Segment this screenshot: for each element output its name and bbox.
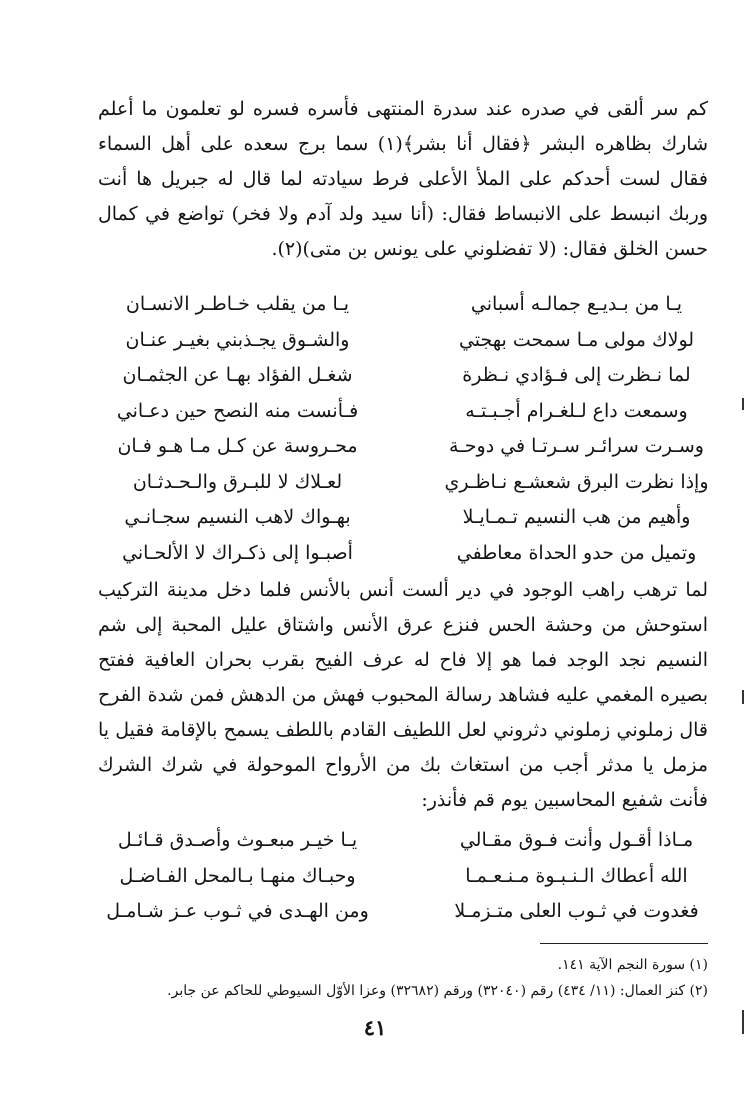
verse-first-hemistich: يـا من بـديـع جمالـه أسباني: [470, 293, 683, 315]
verse-first-hemistich: وإذا نظرت البرق شعشـع نـاظـري: [444, 470, 709, 493]
scan-edge-mark: [742, 690, 744, 704]
verse-second-hemistich: بهـواك لاهب النسيم سجـانـي: [124, 506, 351, 528]
paragraph: لما ترهب راهب الوجود في دير ألست أنس بالأنس فلما دخل مدينة التركيب استوحش من وحشة الحس فنزع عرق الأنس واشتاق عليل المحبة إلى شم النسيم نجد الوجد فما هو إلا فاح له عرف الفيح بقرب بحران العافية ففتح بصيره المغمي عليه فشاهد رسالة المحبوب فهش من الدهش فمن شدة الفرح قال زملوني زملوني دثروني لعل اللطيف القادم باللطف يسمح بالإقامة فقيل يا مزمل يا مدثر أجب من استغاث بك من الأرواح الموحولة في شرك الشرك فأنت شفيع المحاسبين يوم قم فأنذر:: [98, 579, 708, 811]
verse-first-hemistich: وأهيم من هب النسيم تـمـايـلا: [462, 506, 691, 528]
verse-line: [100, 894, 714, 930]
verse-first-hemistich: لولاك مولى مـا سمحت بهجتي: [458, 328, 695, 351]
verse-first-hemistich: وسـرت سرائـر سـرتـا في دوحـة: [449, 435, 704, 457]
verse-second-hemistich: محـروسة عن كـل مـا هـو فـان: [117, 435, 358, 457]
footnotes: [60, 952, 708, 1004]
verse-second-hemistich: أصبـوا إلى ذكـراك لا الألحـاني: [122, 541, 353, 564]
verse-line: [100, 859, 714, 895]
verse-second-hemistich: ومن الهـدى في ثـوب عـز شـامـل: [106, 900, 369, 922]
prose-paragraph-middle: [98, 573, 708, 818]
scan-edge-mark: [742, 398, 744, 410]
verse-line: [100, 287, 714, 323]
verse-second-hemistich: وحبـاك منهـا بـالمحل الفـاضـل: [119, 864, 356, 887]
page-number: ٤١: [363, 1015, 387, 1040]
verse-line: [100, 465, 714, 501]
verse-second-hemistich: يـا من يقلب خـاطـر الانسـان: [125, 293, 350, 315]
verse-line: [100, 500, 714, 536]
verse-first-hemistich: وسمعت داع لـلغـرام أجـبـتـه: [465, 399, 688, 422]
scan-edge-mark: [742, 1010, 744, 1034]
footnote: (١) سورة النجم الآية ١٤١.: [557, 957, 708, 973]
verse-second-hemistich: يـا خيـر مبعـوث وأصـدق قـائـل: [117, 829, 358, 851]
verse-first-hemistich: لما نـظرت إلى فـؤادي نـظرة: [462, 364, 691, 386]
verse-line: [100, 394, 714, 430]
footnote-divider: [540, 943, 708, 944]
verse-second-hemistich: والشـوق يجـذبني بغيـر عنـان: [125, 328, 350, 351]
verse-line: [100, 823, 714, 859]
verse-first-hemistich: وتميل من حدو الحداة معاطفي: [456, 541, 697, 564]
verse-second-hemistich: لعـلاك لا للبـرق والـحـدثـان: [132, 470, 343, 493]
verse-first-hemistich: فغدوت في ثـوب العلى متـزمـلا: [454, 900, 699, 922]
verse-second-hemistich: فـأنست منه النصح حين دعـاني: [116, 399, 359, 422]
footnote: (٢) كنز العمال: (١١/ ٤٣٤) رقم (٣٢٠٤٠) ورقم (٣٢٦٨٢) وعزا الأوّل السيوطي للحاكم عن جابر.: [167, 983, 708, 999]
verse-line: [100, 429, 714, 465]
verse-line: [100, 358, 714, 394]
poem-top: [100, 287, 714, 571]
paragraph: كم سر ألقى في صدره عند سدرة المنتهى فأسره فسره لو تعلمون ما أعلم شارك بظاهره البشر ﴿فقال أنا بشر﴾(١) سما برج سعده على أهل السماء فقال لست أحدكم على الملأ الأعلى فرط سيادته لما قال له جبريل ها أنت وربك انبسط على الانبساط فقال: (أنا سيد ولد آدم ولا فخر) تواضع في كمال حسن الخلق فقال: (لا تفضلوني على يونس بن متى)(٢).: [98, 98, 708, 260]
verse-line: [100, 536, 714, 572]
verse-first-hemistich: الله أعطاك الـنـبـوة مـنـعـمـا: [465, 864, 688, 887]
verse-first-hemistich: مـاذا أقـول وأنت فـوق مقـالي: [459, 829, 694, 851]
prose-paragraph-top: [98, 92, 708, 267]
verse-line: [100, 323, 714, 359]
verse-second-hemistich: شغـل الفؤاد بهـا عن الجثمـان: [122, 364, 353, 386]
poem-bottom: [100, 823, 714, 930]
